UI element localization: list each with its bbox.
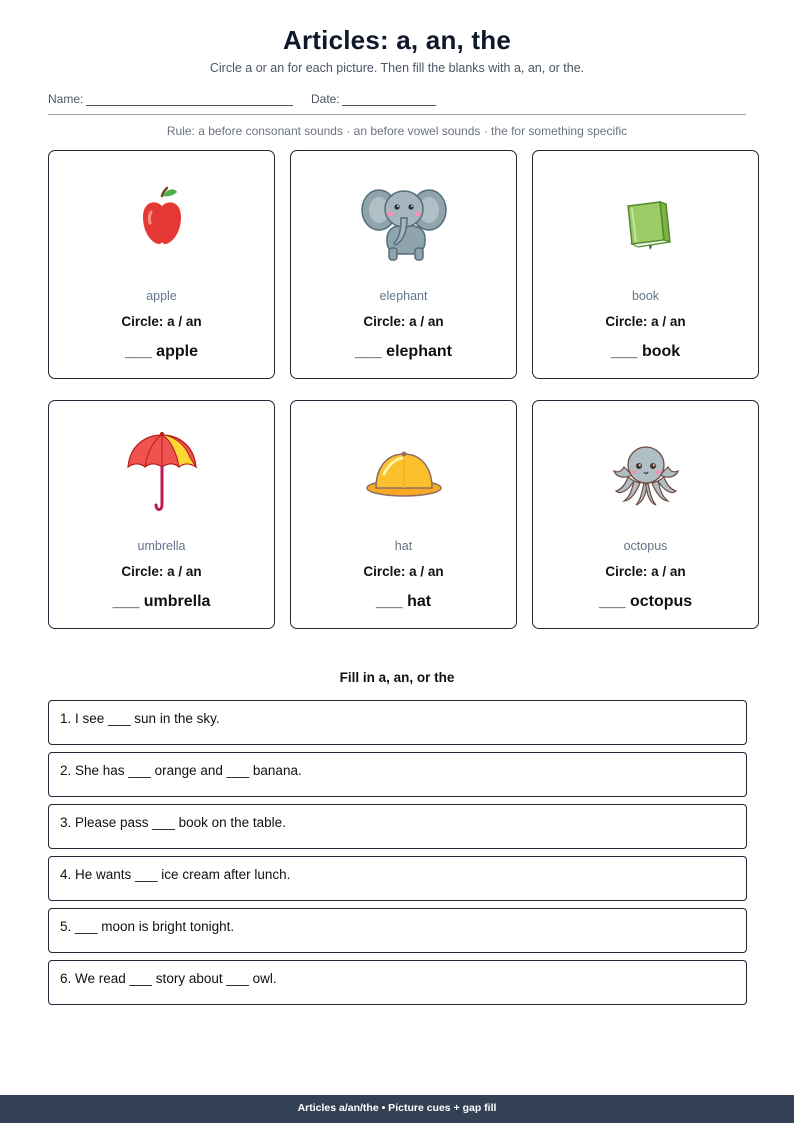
circle-choice[interactable]: Circle: a / an (363, 564, 444, 579)
footer-text: Articles a/an/the • Picture cues + gap fill (297, 1102, 497, 1114)
circle-choice[interactable]: Circle: a / an (605, 314, 686, 329)
fill-blank: ___ apple (125, 343, 198, 360)
name-date-row (48, 91, 746, 115)
sentence-item[interactable]: 5. ___ moon is bright tonight. (48, 908, 747, 953)
circle-choice[interactable]: Circle: a / an (363, 314, 444, 329)
footer-bar (0, 1095, 794, 1123)
book-icon (533, 179, 758, 269)
rule-text: Rule: a before consonant sounds · an before vowel sounds · the for something specific (166, 124, 628, 138)
picture-card-apple (48, 150, 275, 379)
card-word: hat (394, 539, 413, 553)
fill-blank: ___ umbrella (112, 593, 211, 610)
card-word: umbrella (137, 539, 186, 553)
card-word: elephant (379, 289, 428, 303)
name-field[interactable] (86, 92, 293, 106)
sentence-item[interactable]: 6. We read ___ story about ___ owl. (48, 960, 747, 1005)
card-word: apple (146, 289, 177, 303)
octopus-icon (533, 429, 758, 519)
circle-choice[interactable]: Circle: a / an (121, 564, 202, 579)
fill-section-title: Fill in a, an, or the (339, 670, 455, 685)
picture-card-umbrella (48, 400, 275, 629)
fill-blank: ___ book (610, 343, 681, 360)
picture-card-hat (290, 400, 517, 629)
circle-choice[interactable]: Circle: a / an (605, 564, 686, 579)
picture-card-book (532, 150, 759, 379)
fill-blank: ___ elephant (355, 343, 452, 360)
sentence-item[interactable]: 4. He wants ___ ice cream after lunch. (48, 856, 747, 901)
card-word: book (631, 289, 660, 303)
card-word: octopus (623, 539, 668, 553)
name-label: Name: (48, 92, 84, 106)
subtitle: Circle a or an for each picture. Then fill the blanks with a, an, or the. (209, 61, 585, 75)
sentence-item[interactable]: 2. She has ___ orange and ___ banana. (48, 752, 747, 797)
date-label: Date: (311, 92, 340, 106)
date-field[interactable] (342, 92, 436, 106)
umbrella-icon (49, 429, 274, 519)
sentence-item[interactable]: 1. I see ___ sun in the sky. (48, 700, 747, 745)
hat-icon (291, 429, 516, 519)
picture-card-octopus (532, 400, 759, 629)
apple-icon (49, 179, 274, 269)
fill-blank: ___ octopus (598, 593, 693, 610)
page-title: Articles: a, an, the (283, 25, 511, 55)
picture-card-elephant (290, 150, 517, 379)
fill-blank: ___ hat (375, 593, 432, 610)
sentence-item[interactable]: 3. Please pass ___ book on the table. (48, 804, 747, 849)
circle-choice[interactable]: Circle: a / an (121, 314, 202, 329)
elephant-icon (291, 179, 516, 269)
